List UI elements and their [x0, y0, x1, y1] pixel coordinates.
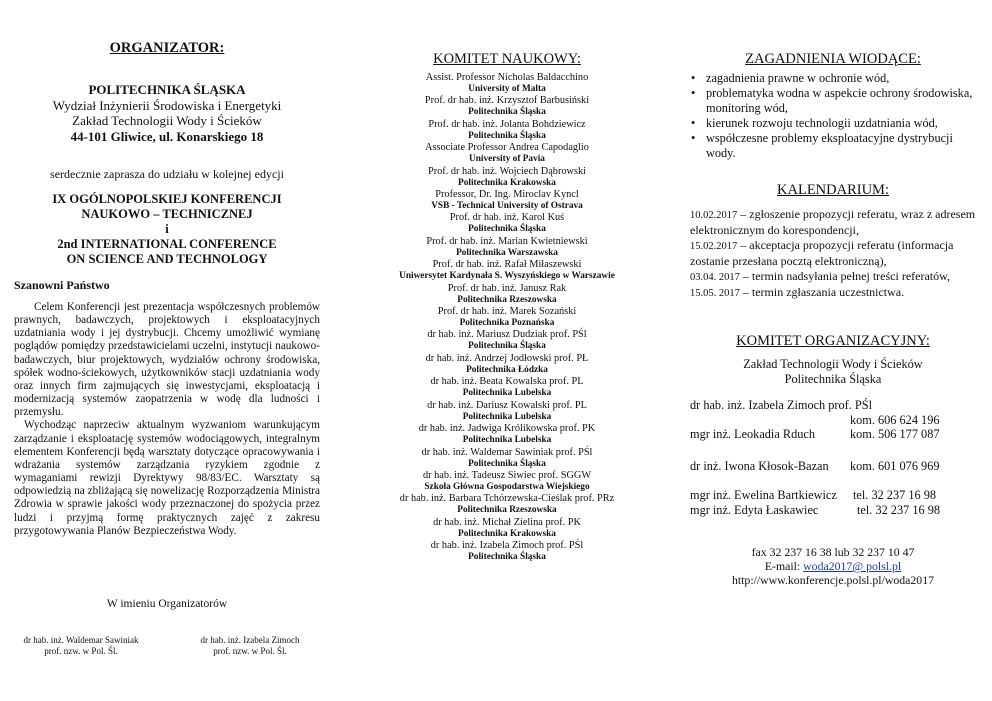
committee-member-institution: University of Malta — [468, 84, 546, 94]
calendar-text: – termin nadsyłania pełnej treści referatów, — [739, 269, 951, 283]
committee-member-institution: Politechnika Warszawska — [456, 247, 558, 258]
website-link[interactable]: http://www.konferencje.polsl.pl/woda2017 — [731, 573, 935, 587]
contact-name: dr inż. Iwona Kłosok-Bazan — [690, 459, 829, 473]
committee-member-institution: Politechnika Śląska — [468, 224, 546, 235]
committee-member-institution: Politechnika Śląska — [468, 341, 546, 352]
organizer-university: POLITECHNIKA ŚLĄSKA — [88, 82, 246, 97]
committee-member-institution: Politechnika Śląska — [468, 552, 546, 563]
committee-member-institution: Uniwersytet Kardynała S. Wyszyńskiego w Warszawie — [399, 271, 615, 282]
contact-footer — [686, 545, 980, 587]
topic-item: • problematyka wodna w aspekcie ochrony środowiska, monitoring wód, — [706, 86, 982, 116]
committee-member-name: dr hab. inż. Mariusz Dudziak prof. PŚl — [427, 329, 587, 341]
calendar-entry — [690, 238, 980, 269]
committee-member-institution: Politechnika Krakowska — [458, 177, 556, 188]
conference-title — [14, 192, 320, 267]
contact-phone: tel. 32 237 16 98 — [853, 488, 936, 502]
committee-member-name: Prof. dr hab. inż. Marek Sozański — [437, 306, 577, 318]
contact-group — [690, 398, 940, 442]
contact-name: dr hab. inż. Izabela Zimoch prof. PŚl — [690, 398, 873, 412]
greeting: Szanowni Państwo — [14, 278, 110, 292]
committee-member-name: Prof. dr hab. inż. Wojciech Dąbrowski — [428, 165, 586, 177]
contact-group — [690, 488, 940, 517]
contact-row — [690, 503, 940, 518]
contact-row — [690, 488, 940, 503]
committee-member-name: dr hab. inż. Tadeusz Siwiec prof. SGGW — [422, 469, 592, 481]
organizing-unit — [686, 357, 980, 387]
committee-member-institution: Politechnika Śląska — [468, 107, 546, 118]
committee-member-name: Prof. dr hab. inż. Krzysztof Barbusiński — [424, 95, 590, 107]
organizer-faculty: Wydział Inżynierii Środowiska i Energetyki — [52, 97, 282, 113]
committee-member-name: dr hab. inż. Dariusz Kowalski prof. PL — [427, 399, 587, 411]
committee-member-institution: Politechnika Krakowska — [458, 528, 556, 539]
committee-member-name: Assist. Professor Nicholas Baldacchino — [425, 72, 589, 83]
conference-title-line: 2nd INTERNATIONAL CONFERENCE — [57, 237, 277, 251]
calendar-date: 15.02.2017 — [690, 241, 738, 252]
committee-member-institution: Politechnika Śląska — [468, 130, 546, 141]
contact-row — [690, 459, 940, 474]
calendar-text: – zgłoszenie propozycji referatu, wraz z adresem elektronicznym do korespondencji, — [690, 207, 976, 237]
committee-member-name: Prof. dr hab. inż. Karol Kuś — [449, 212, 565, 224]
committee-member-institution: Politechnika Rzeszowska — [457, 294, 557, 305]
conference-title-line: NAUKOWO – TECHNICZNEJ — [81, 207, 253, 221]
fax-numbers: fax 32 237 16 38 lub 32 237 10 47 — [751, 545, 915, 559]
calendar-date: 03.04. 2017 — [690, 272, 740, 283]
committee-member-name: Prof. dr hab. inż. Jolanta Bohdziewicz — [428, 118, 586, 130]
organizer-heading: ORGANIZATOR: — [109, 40, 225, 56]
conference-title-line: ON SCIENCE AND TECHNOLOGY — [66, 252, 268, 266]
calendar-text: – akceptacja propozycji referatu (informacja zostanie przesłana pocztą elektroniczną), — [690, 238, 954, 268]
calendar-entry — [690, 285, 980, 301]
contact-phone: kom. 506 177 087 — [850, 427, 940, 441]
contact-name: mgr inż. Edyta Łaskawiec — [690, 502, 819, 517]
organizer-address: 44-101 Gliwice, ul. Konarskiego 18 — [70, 128, 264, 144]
organizing-unit-university: Politechnika Śląska — [784, 372, 882, 386]
on-behalf-text: W imieniu Organizatorów — [106, 598, 228, 610]
topic-item: • kierunek rozwoju technologii uzdatniania wód, — [706, 116, 982, 131]
signature-block — [16, 635, 146, 657]
committee-member-institution: University of Pavia — [469, 154, 545, 165]
signature-name: dr hab. inż. Izabela Zimoch — [200, 635, 300, 645]
committee-member-name: dr hab. inż. Izabela Zimoch prof. PŚl — [430, 540, 584, 552]
topics-heading: ZAGADNIENIA WIODĄCE: — [745, 51, 921, 67]
calendar-date: 10.02.2017 — [690, 210, 738, 221]
committee-member-name: dr hab. inż. Michał Zielina prof. PK — [433, 516, 581, 528]
contact-phone: kom. 606 624 196 — [850, 412, 940, 427]
committee-member-name: Prof. dr hab. inż. Marian Kwietniewski — [426, 235, 588, 247]
topics-list — [706, 71, 982, 161]
topic-item: • współczesne problemy eksploatacyjne dystrybucji wody. — [706, 131, 982, 161]
organizer-department: Zakład Technologii Wody i Ścieków — [72, 113, 262, 128]
committee-member-name: Associate Professor Andrea Capodaglio — [425, 142, 589, 154]
invite-text: serdecznie zaprasza do udziału w kolejnej edycji — [50, 167, 284, 181]
committee-member-institution: Szkoła Główna Gospodarstwa Wiejskiego — [424, 481, 590, 492]
signature-name: dr hab. inż. Waldemar Sawiniak — [23, 635, 139, 645]
committee-member-name: dr hab. inż. Andrzej Jodłowski prof. PŁ — [425, 352, 589, 364]
topic-item: • zagadnienia prawne w ochronie wód, — [706, 71, 982, 86]
invitation-body — [14, 301, 320, 538]
committee-member-name: Prof. dr hab. inż. Rafał Miłaszewski — [432, 259, 582, 271]
committee-member-institution: Politechnika Łódzka — [466, 364, 548, 375]
calendar-heading: KALENDARIUM: — [777, 182, 889, 198]
committee-member-institution: Politechnika Lubelska — [462, 435, 552, 446]
committee-member-name: dr hab. inż. Waldemar Sawiniak prof. PŚl — [421, 446, 593, 458]
committee-member-institution: Politechnika Lubelska — [462, 388, 552, 399]
contact-phone: tel. 32 237 16 98 — [857, 502, 940, 517]
organizing-committee-heading: KOMITET ORGANIZACYJNY: — [736, 333, 930, 349]
signature-title: prof. nzw. w Pol. Śl. — [44, 646, 118, 656]
committee-member-name: Prof. dr hab. inż. Janusz Rak — [447, 282, 567, 294]
contact-group — [690, 459, 940, 474]
committee-member-institution: Politechnika Śląska — [468, 458, 546, 469]
calendar-text: – termin zgłaszania uczestnictwa. — [739, 285, 905, 299]
committee-member-name: Professor, Dr. Ing. Miroclav Kyncl — [435, 189, 579, 201]
committee-member-list — [358, 72, 656, 564]
calendar-list — [690, 207, 980, 301]
email-link[interactable]: woda2017@ polsl.pl — [803, 559, 902, 573]
calendar-entry — [690, 269, 980, 285]
email-label: E-mail: — [764, 559, 801, 573]
contact-name: mgr inż. Ewelina Bartkiewicz — [690, 488, 837, 502]
contact-row — [690, 427, 940, 442]
organizer-address-block — [14, 82, 320, 144]
calendar-entry — [690, 207, 980, 238]
committee-member-institution: VSB - Technical University of Ostrava — [431, 201, 583, 212]
contact-name: mgr inż. Leokadia Rduch — [690, 427, 815, 441]
signature-block — [180, 635, 320, 657]
committee-member-institution: Politechnika Poznańska — [459, 318, 555, 329]
scientific-committee-heading: KOMITET NAUKOWY: — [433, 51, 581, 67]
contact-phone: kom. 601 076 969 — [850, 459, 940, 473]
body-paragraph-1: Celem Konferencji jest prezentacja współczesnych problemów prawnych, badawczych, projektowych i eksploatacyjnych uzdatniania wody i jej dystrybucji. Chcemy umożliwić wymianę poglądów pomiędzy przedstawicielami uczelni, instytucji naukowo-badawczych, biur projektowych, wydziałów ochrony środowiska, spółek wodno-ściekowych, użytkowników stacji uzdatniania wody oraz innych firm zajmujących się inwestycjami, eksploatacją i modernizacją systemów zaopatrzenia w wodę dla ludności i przemysłu. — [14, 301, 320, 419]
conference-title-line: IX OGÓLNOPOLSKIEJ KONFERENCJI — [52, 192, 282, 206]
organizing-unit-name: Zakład Technologii Wody i Ścieków — [743, 357, 923, 371]
committee-member-name: dr hab. inż. Beata Kowalska prof. PL — [430, 376, 584, 388]
committee-member-institution: Politechnika Rzeszowska — [457, 505, 557, 516]
signature-title: prof. nzw. w Pol. Śl. — [213, 646, 287, 656]
committee-member-name: dr hab. inż. Jadwiga Królikowska prof. PK — [418, 423, 596, 435]
body-paragraph-2: Wychodząc naprzeciw aktualnym wyzwaniom warunkującym zarządzanie i eksploatację systemów wodociągowych, integralnym elementem Konferencji będą warsztaty dotyczące opracowywania i wdrażania systemów zarządzania ryzykiem zgodnie z wymaganiami rewizji Dyrektywy 98/83/EC. Warsztaty są odpowiedzią na zbliżającą się nowelizację Rozporządzenia Ministra Zdrowia w sprawie jakości wody przeznaczonej do spożycia przez ludzi i przyjmą formę praktycznych zajęć z zakresu przygotowywania Planów Bezpieczeństwa Wody. — [14, 419, 320, 537]
conference-title-line: i — [165, 222, 169, 236]
email-line — [686, 559, 980, 573]
committee-member-institution: Politechnika Lubelska — [462, 411, 552, 422]
calendar-date: 15.05. 2017 — [690, 288, 740, 299]
committee-member-name: dr hab. inż. Barbara Tchórzewska-Cieślak prof. PRz — [399, 493, 615, 505]
